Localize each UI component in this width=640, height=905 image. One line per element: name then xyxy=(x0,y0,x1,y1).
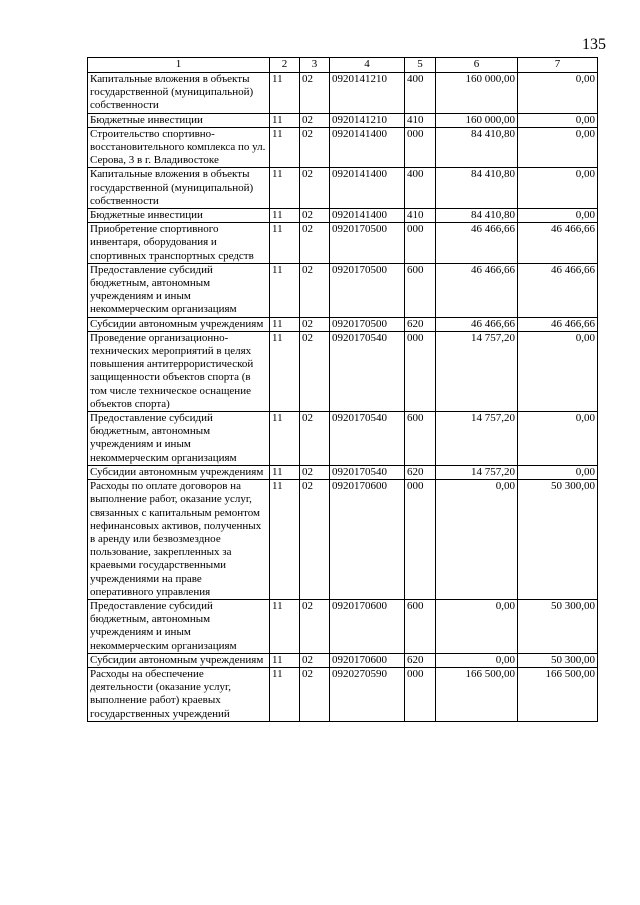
row-name: Субсидии автономным учреждениям xyxy=(88,465,270,479)
table-row xyxy=(88,127,598,168)
amount-col7: 50 300,00 xyxy=(518,599,598,653)
row-name: Предоставление субсидий бюджетным, автономным учреждениям и иным некоммерческим организациям xyxy=(88,412,270,466)
section-code: 11 xyxy=(270,599,300,653)
header-cell: 5 xyxy=(405,58,436,73)
expense-type-code: 600 xyxy=(405,599,436,653)
expense-type-code: 600 xyxy=(405,412,436,466)
amount-col7: 46 466,66 xyxy=(518,263,598,317)
amount-col7: 0,00 xyxy=(518,412,598,466)
subsection-code: 02 xyxy=(300,317,330,331)
section-code: 11 xyxy=(270,653,300,667)
subsection-code: 02 xyxy=(300,480,330,600)
expense-type-code: 400 xyxy=(405,73,436,114)
row-name: Проведение организационно-технических мероприятий в целях повышения антитеррористической защищенности объектов спорта (в том числе техническое оснащение объектов спорта) xyxy=(88,331,270,411)
amount-col7: 0,00 xyxy=(518,331,598,411)
expense-type-code: 410 xyxy=(405,113,436,127)
header-cell: 6 xyxy=(436,58,518,73)
amount-col7: 0,00 xyxy=(518,209,598,223)
amount-col6: 166 500,00 xyxy=(436,667,518,721)
amount-col6: 0,00 xyxy=(436,480,518,600)
amount-col6: 84 410,80 xyxy=(436,168,518,209)
table-row xyxy=(88,412,598,466)
table-row xyxy=(88,223,598,264)
target-code: 0920141210 xyxy=(330,73,405,114)
target-code: 0920141400 xyxy=(330,168,405,209)
expense-type-code: 410 xyxy=(405,209,436,223)
amount-col6: 0,00 xyxy=(436,599,518,653)
target-code: 0920170600 xyxy=(330,599,405,653)
amount-col6: 14 757,20 xyxy=(436,412,518,466)
amount-col6: 0,00 xyxy=(436,653,518,667)
amount-col6: 46 466,66 xyxy=(436,263,518,317)
amount-col7: 46 466,66 xyxy=(518,317,598,331)
subsection-code: 02 xyxy=(300,168,330,209)
subsection-code: 02 xyxy=(300,412,330,466)
expense-type-code: 620 xyxy=(405,653,436,667)
subsection-code: 02 xyxy=(300,127,330,168)
section-code: 11 xyxy=(270,73,300,114)
amount-col6: 46 466,66 xyxy=(436,317,518,331)
row-name: Предоставление субсидий бюджетным, автономным учреждениям и иным некоммерческим организациям xyxy=(88,599,270,653)
section-code: 11 xyxy=(270,113,300,127)
expense-type-code: 400 xyxy=(405,168,436,209)
header-cell: 1 xyxy=(88,58,270,73)
amount-col7: 0,00 xyxy=(518,465,598,479)
budget-table xyxy=(87,57,598,722)
expense-type-code: 000 xyxy=(405,331,436,411)
section-code: 11 xyxy=(270,317,300,331)
target-code: 0920170540 xyxy=(330,412,405,466)
header-cell: 7 xyxy=(518,58,598,73)
subsection-code: 02 xyxy=(300,599,330,653)
header-cell: 4 xyxy=(330,58,405,73)
row-name: Капитальные вложения в объекты государственной (муниципальной) собственности xyxy=(88,73,270,114)
table-row xyxy=(88,599,598,653)
amount-col7: 0,00 xyxy=(518,168,598,209)
table-row xyxy=(88,113,598,127)
amount-col7: 166 500,00 xyxy=(518,667,598,721)
target-code: 0920170540 xyxy=(330,331,405,411)
row-name: Расходы на обеспечение деятельности (оказание услуг, выполнение работ) краевых государственных учреждений xyxy=(88,667,270,721)
header-row xyxy=(88,58,598,73)
expense-type-code: 600 xyxy=(405,263,436,317)
target-code: 0920270590 xyxy=(330,667,405,721)
subsection-code: 02 xyxy=(300,653,330,667)
expense-type-code: 620 xyxy=(405,317,436,331)
amount-col6: 14 757,20 xyxy=(436,331,518,411)
target-code: 0920170500 xyxy=(330,223,405,264)
amount-col7: 46 466,66 xyxy=(518,223,598,264)
table-row xyxy=(88,480,598,600)
subsection-code: 02 xyxy=(300,113,330,127)
amount-col6: 84 410,80 xyxy=(436,209,518,223)
header-cell: 3 xyxy=(300,58,330,73)
row-name: Капитальные вложения в объекты государственной (муниципальной) собственности xyxy=(88,168,270,209)
subsection-code: 02 xyxy=(300,223,330,264)
section-code: 11 xyxy=(270,667,300,721)
amount-col7: 50 300,00 xyxy=(518,653,598,667)
expense-type-code: 620 xyxy=(405,465,436,479)
expense-type-code: 000 xyxy=(405,223,436,264)
section-code: 11 xyxy=(270,209,300,223)
section-code: 11 xyxy=(270,331,300,411)
target-code: 0920141400 xyxy=(330,127,405,168)
amount-col7: 0,00 xyxy=(518,113,598,127)
amount-col6: 46 466,66 xyxy=(436,223,518,264)
subsection-code: 02 xyxy=(300,263,330,317)
target-code: 0920170540 xyxy=(330,465,405,479)
table-row xyxy=(88,73,598,114)
amount-col6: 14 757,20 xyxy=(436,465,518,479)
target-code: 0920141400 xyxy=(330,209,405,223)
subsection-code: 02 xyxy=(300,73,330,114)
amount-col7: 0,00 xyxy=(518,127,598,168)
amount-col7: 50 300,00 xyxy=(518,480,598,600)
row-name: Строительство спортивно-восстановительного комплекса по ул. Серова, 3 в г. Владивостоке xyxy=(88,127,270,168)
section-code: 11 xyxy=(270,223,300,264)
section-code: 11 xyxy=(270,127,300,168)
table-row xyxy=(88,263,598,317)
section-code: 11 xyxy=(270,263,300,317)
target-code: 0920170500 xyxy=(330,317,405,331)
page-number: 135 xyxy=(582,36,606,53)
table-row xyxy=(88,667,598,721)
amount-col6: 160 000,00 xyxy=(436,113,518,127)
subsection-code: 02 xyxy=(300,667,330,721)
amount-col6: 160 000,00 xyxy=(436,73,518,114)
section-code: 11 xyxy=(270,412,300,466)
row-name: Субсидии автономным учреждениям xyxy=(88,653,270,667)
table-row xyxy=(88,168,598,209)
header-cell: 2 xyxy=(270,58,300,73)
section-code: 11 xyxy=(270,168,300,209)
row-name: Предоставление субсидий бюджетным, автономным учреждениям и иным некоммерческим организациям xyxy=(88,263,270,317)
table-row xyxy=(88,331,598,411)
expense-type-code: 000 xyxy=(405,480,436,600)
row-name: Бюджетные инвестиции xyxy=(88,209,270,223)
subsection-code: 02 xyxy=(300,465,330,479)
expense-type-code: 000 xyxy=(405,667,436,721)
subsection-code: 02 xyxy=(300,209,330,223)
expense-type-code: 000 xyxy=(405,127,436,168)
row-name: Расходы по оплате договоров на выполнение работ, оказание услуг, связанных с капитальным ремонтом нефинансовых активов, полученных в аренду или безвозмездное пользование, закрепленных за краевыми государственными учреждениями на праве оперативного управления xyxy=(88,480,270,600)
table-row xyxy=(88,465,598,479)
target-code: 0920141210 xyxy=(330,113,405,127)
table-row xyxy=(88,209,598,223)
amount-col7: 0,00 xyxy=(518,73,598,114)
target-code: 0920170600 xyxy=(330,653,405,667)
amount-col6: 84 410,80 xyxy=(436,127,518,168)
section-code: 11 xyxy=(270,465,300,479)
target-code: 0920170500 xyxy=(330,263,405,317)
table-row xyxy=(88,317,598,331)
table-row xyxy=(88,653,598,667)
section-code: 11 xyxy=(270,480,300,600)
row-name: Бюджетные инвестиции xyxy=(88,113,270,127)
subsection-code: 02 xyxy=(300,331,330,411)
row-name: Приобретение спортивного инвентаря, оборудования и спортивных транспортных средств xyxy=(88,223,270,264)
row-name: Субсидии автономным учреждениям xyxy=(88,317,270,331)
target-code: 0920170600 xyxy=(330,480,405,600)
